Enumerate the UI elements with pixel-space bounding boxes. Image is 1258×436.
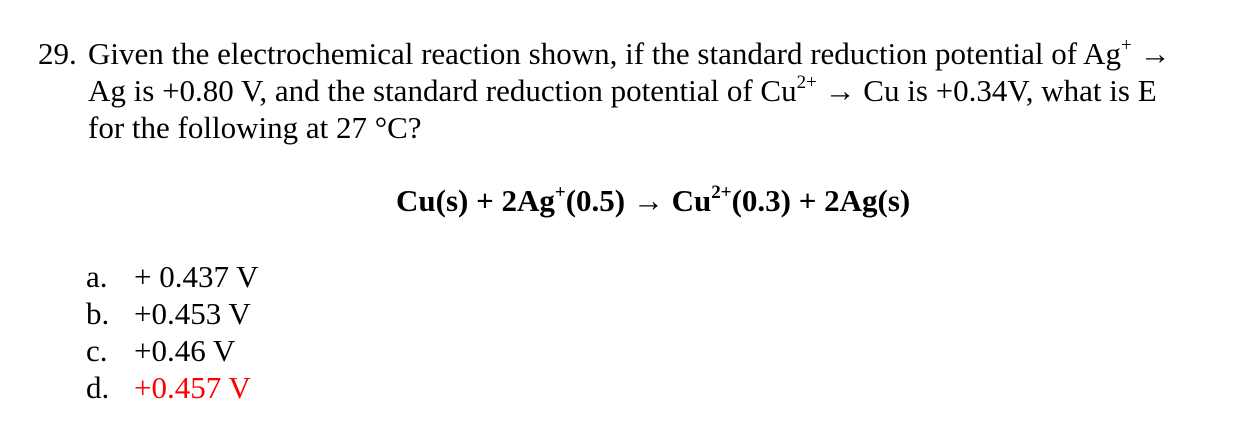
choice-value: + 0.437 V [134,259,259,294]
choice-c[interactable] [86,332,259,369]
question-line-1-arrow: → [1131,36,1171,71]
question-line-2-rest: → Cu is +0.34V, what is E [816,73,1157,108]
answer-choices [86,258,259,406]
question-text [88,35,1238,146]
choice-letter: d. [86,370,110,405]
choice-b[interactable] [86,295,259,332]
reaction-equation [396,182,910,219]
choice-d[interactable] [86,369,259,406]
question-line-2-superscript: 2+ [796,71,817,93]
choice-value: +0.46 V [134,333,236,368]
question-line-3: for the following at 27 °C? [88,110,422,145]
question-line-1-superscript: + [1120,34,1132,56]
question-number: 29. [38,36,77,71]
equation-part-1: Cu(s) + 2Ag [396,183,555,218]
choice-value-correct: +0.457 V [134,370,251,405]
choice-letter: c. [86,333,108,368]
choice-a[interactable] [86,258,259,295]
equation-part-3: (0.3) + 2Ag(s) [731,183,911,218]
question-line-2-text: Ag is +0.80 V, and the standard reduction potential of Cu [88,73,797,108]
choice-value: +0.453 V [134,296,251,331]
question-line-1-text: Given the electrochemical reaction shown, if the standard reduction potential of Ag [88,36,1121,71]
question-line-2 [88,72,1238,109]
equation-part-2: (0.5) → Cu [565,183,712,218]
equation-superscript-2: 2+ [711,181,732,203]
choice-letter: b. [86,296,110,331]
choice-letter: a. [86,259,108,294]
equation-superscript-1: + [554,181,566,203]
question-line-1 [88,35,1238,72]
